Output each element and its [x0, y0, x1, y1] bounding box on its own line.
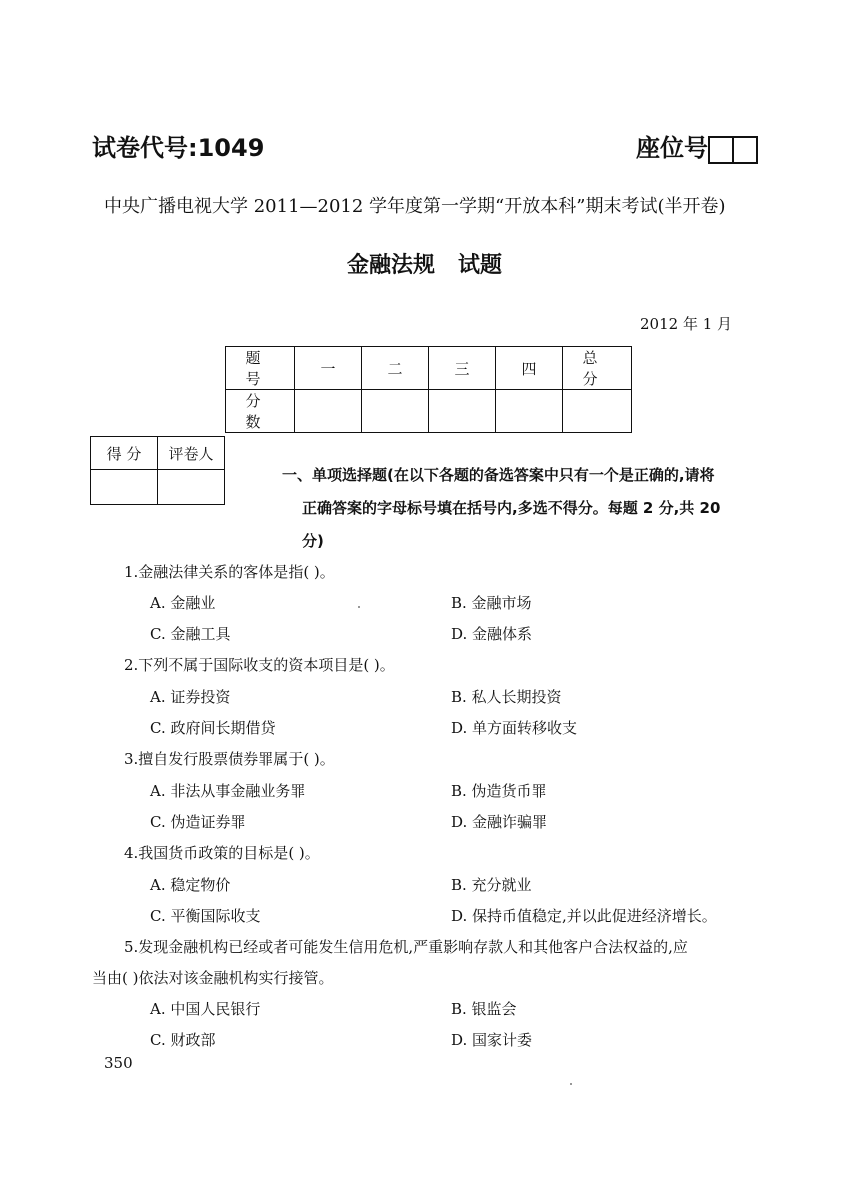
score-table-cell: 四 — [496, 347, 563, 390]
page-number: 350 — [104, 1054, 133, 1072]
exam-title: 金融法规 试题 — [347, 253, 502, 278]
option-a: A. 稳定物价 — [150, 876, 231, 894]
scan-speck — [358, 606, 360, 608]
section-heading-line: 分) — [302, 532, 324, 550]
grader-entry-cell[interactable] — [158, 470, 225, 505]
grader-table-entry-row — [91, 470, 225, 505]
option-c: C. 伪造证券罪 — [150, 813, 246, 831]
question-stem: 2.下列不属于国际收支的资本项目是( )。 — [124, 656, 395, 674]
option-b: B. 充分就业 — [451, 876, 532, 894]
exam-subtitle: 中央广播电视大学 2011—2012 学年度第一学期“开放本科”期末考试(半开卷) — [104, 196, 726, 217]
score-table — [225, 346, 632, 433]
option-b: B. 伪造货币罪 — [451, 782, 547, 800]
section-heading-line: 一、单项选择题(在以下各题的备选答案中只有一个是正确的,请将 — [282, 466, 715, 484]
option-c: C. 平衡国际收支 — [150, 907, 261, 925]
seat-number-boxes — [710, 135, 758, 164]
question-stem: 3.擅自发行股票债券罪属于( )。 — [124, 750, 335, 768]
option-b: B. 金融市场 — [451, 594, 532, 612]
score-table-cell: 二 — [362, 347, 429, 390]
question-stem-continued: 当由( )依法对该金融机构实行接管。 — [92, 969, 334, 987]
section-heading — [282, 459, 720, 558]
score-table-cell: 题 号 — [226, 347, 295, 390]
grader-table-header-row — [91, 437, 225, 470]
paper-code: 试卷代号:1049 — [92, 134, 265, 162]
grader-table-cell: 得 分 — [91, 437, 158, 470]
score-entry-cell[interactable] — [295, 390, 362, 433]
score-entry-cell[interactable] — [496, 390, 563, 433]
option-d: D. 单方面转移收支 — [451, 719, 578, 737]
question-stem: 1.金融法律关系的客体是指( )。 — [124, 563, 335, 581]
grader-entry-cell[interactable] — [91, 470, 158, 505]
scan-speck — [570, 1083, 572, 1085]
option-c: C. 政府间长期借贷 — [150, 719, 276, 737]
question-stem: 5.发现金融机构已经或者可能发生信用危机,严重影响存款人和其他客户合法权益的,应 — [124, 938, 688, 956]
score-table-cell: 总 分 — [563, 347, 632, 390]
section-heading-line: 正确答案的字母标号填在括号内,多选不得分。每题 2 分,共 20 — [302, 499, 721, 517]
score-entry-cell[interactable] — [362, 390, 429, 433]
seat-number-label: 座位号 — [636, 134, 708, 162]
option-a: A. 非法从事金融业务罪 — [150, 782, 306, 800]
option-b: B. 银监会 — [451, 1000, 517, 1018]
option-d: D. 金融诈骗罪 — [451, 813, 548, 831]
option-c: C. 财政部 — [150, 1031, 216, 1049]
option-b: B. 私人长期投资 — [451, 688, 562, 706]
question-stem: 4.我国货币政策的目标是( )。 — [124, 844, 320, 862]
score-table-header-row — [226, 347, 632, 390]
option-d: D. 国家计委 — [451, 1031, 533, 1049]
score-table-cell: 分 数 — [226, 390, 295, 433]
option-d: D. 金融体系 — [451, 625, 533, 643]
score-entry-cell[interactable] — [563, 390, 632, 433]
score-table-cell: 三 — [429, 347, 496, 390]
grader-table — [90, 436, 225, 505]
exam-date: 2012 年 1 月 — [640, 315, 733, 333]
option-c: C. 金融工具 — [150, 625, 231, 643]
seat-number — [636, 128, 758, 164]
grader-table-cell: 评卷人 — [158, 437, 225, 470]
option-a: A. 金融业 — [150, 594, 216, 612]
option-a: A. 证券投资 — [150, 688, 231, 706]
score-table-cell: 一 — [295, 347, 362, 390]
option-a: A. 中国人民银行 — [150, 1000, 261, 1018]
option-d: D. 保持币值稳定,并以此促进经济增长。 — [451, 907, 717, 925]
score-table-score-row — [226, 390, 632, 433]
score-entry-cell[interactable] — [429, 390, 496, 433]
